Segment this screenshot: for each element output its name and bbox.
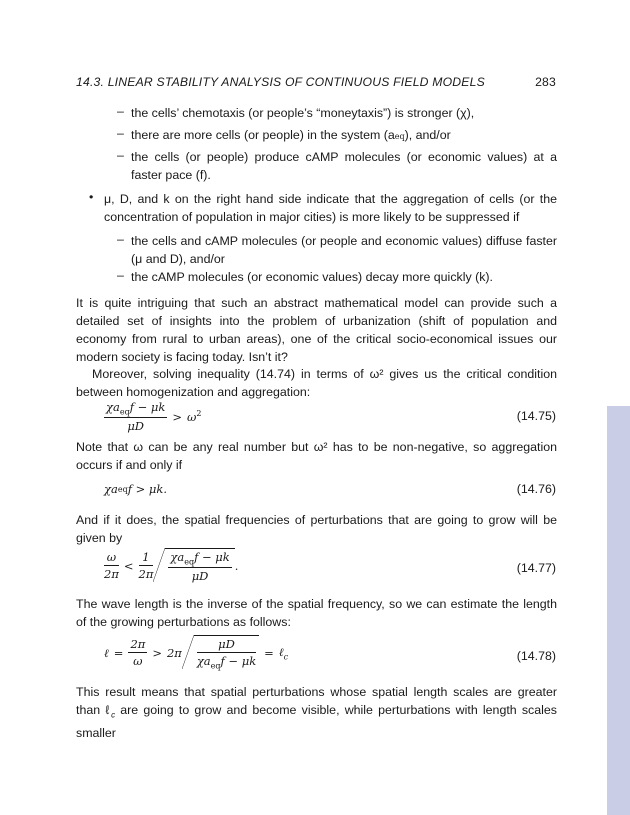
eq-text: χa <box>104 482 118 496</box>
eq-text: f > μk. <box>127 482 167 496</box>
list-item-text: ), and/or <box>404 128 451 142</box>
paragraph: This result means that spatial perturbations whose spatial length scales are greater than ℓ$_c$ are going to grow and become visible, while perturbations with length scales smaller <box>76 685 557 741</box>
equation-number: (14.77) <box>516 561 556 575</box>
equation-14-78: ℓ = $\frac{2\pi}{\omega}$ > 2π $\frac{\mu D}{\chi a_{eq}f - \mu k}$ = ℓ$_c$ <box>104 637 289 671</box>
dash-marker: – <box>117 148 124 162</box>
paragraph: The wave length is the inverse of the spatial frequency, so we can estimate the length of the growing perturbations as follows: <box>76 597 557 629</box>
equation-number: (14.76) <box>516 482 556 496</box>
paragraph: And if it does, the spatial frequencies of perturbations that are going to grow will be given by <box>76 513 557 545</box>
dash-marker: – <box>117 126 124 140</box>
list-item-text: there are more cells (or people) in the system (a <box>131 128 395 142</box>
bullet-marker: • <box>89 190 94 204</box>
subscript-eq: eq <box>394 132 405 141</box>
bullet-item: μ, D, and k on the right hand side indicate that the aggregation of cells (or the concentration of population in major cities) is more likely to be suppressed if <box>104 192 557 224</box>
list-item: the cells (or people) produce cAMP molecules (or economic values) at a faster pace (f). <box>131 150 557 182</box>
list-item <box>131 126 557 146</box>
dash-marker: – <box>117 268 124 282</box>
equation-14-75: $\frac{\chi a_{eq}f - \mu k}{\mu D}$ > $\omega^2$ <box>106 400 202 434</box>
section-title: 14.3. LINEAR STABILITY ANALYSIS OF CONTINUOUS FIELD MODELS <box>76 75 485 89</box>
paragraph-text: are going to grow and become visible, while perturbations with length scales smaller <box>76 703 557 741</box>
thumb-tab <box>607 406 630 815</box>
dash-marker: – <box>117 232 124 246</box>
paragraph: It is quite intriguing that such an abstract mathematical model can provide such a detailed set of insights into the problem of urbanization (shift of population and economy from rural to urban areas), one of the critical socio-economical issues our modern society is facing today. Isn’t it? <box>76 296 557 364</box>
equation-14-77: $\frac{\omega}{2\pi}$ < $\frac{1}{2\pi}$ $\frac{\chi a_{eq}f - \mu k}{\mu D}$ . <box>104 550 239 584</box>
equation-number: (14.75) <box>516 409 556 423</box>
running-header <box>76 75 556 89</box>
paragraph: Note that ω can be any real number but ω² has to be non-negative, so aggregation occurs if and only if <box>76 440 557 472</box>
paragraph: Moreover, solving inequality (14.74) in terms of ω² gives us the critical condition between homogenization and aggregation: <box>76 367 557 399</box>
equation-14-76: χa eq f > μk. <box>104 482 167 496</box>
dash-marker: – <box>117 104 124 118</box>
list-item: the cells and cAMP molecules (or people and economic values) diffuse faster (μ and D), and/or <box>131 234 557 266</box>
paragraph-text: This result means that spatial perturbations whose spatial length scales are greater than ℓ <box>76 685 557 717</box>
list-item: the cAMP molecules (or economic values) decay more quickly (k). <box>131 270 493 284</box>
list-item: the cells’ chemotaxis (or people’s “moneytaxis”) is stronger (χ), <box>131 106 475 120</box>
equation-number: (14.78) <box>516 649 556 663</box>
page-number: 283 <box>535 75 556 89</box>
